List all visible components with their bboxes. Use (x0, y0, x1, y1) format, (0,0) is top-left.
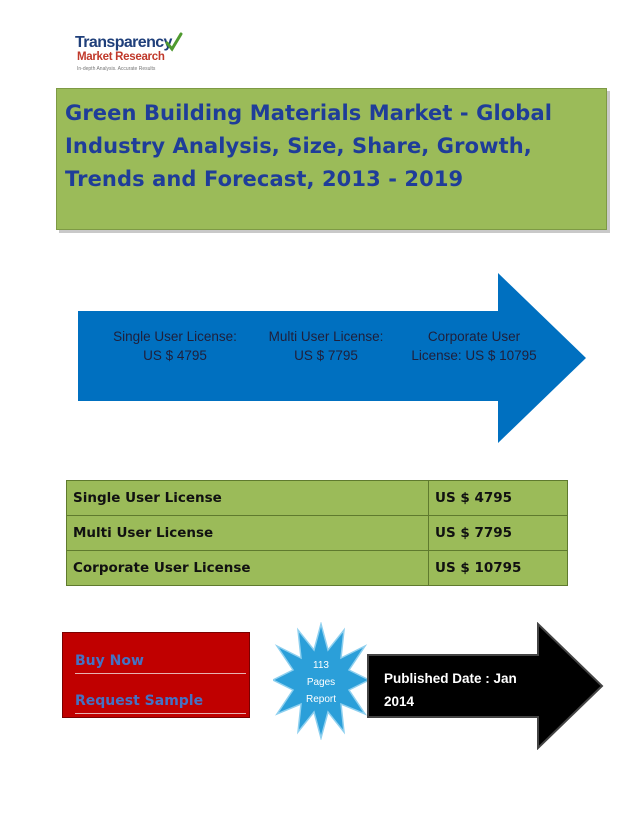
title-banner (56, 88, 607, 230)
arrow-single-user-license: Single User License: US $ 4795 (113, 329, 237, 363)
arrow-multi-user-license: Multi User License: US $ 7795 (268, 329, 384, 363)
pages-count-text (283, 657, 359, 708)
license-price: US $ 10795 (429, 551, 568, 586)
report-label: Report (305, 694, 336, 705)
table-row (67, 481, 568, 516)
report-title: Green Building Materials Market - Global Industry Analysis, Size, Share, Growth, Trends and Forecast, 2013 - 2019 (65, 101, 553, 191)
request-sample-link[interactable]: Request Sample (75, 693, 246, 714)
license-name: Corporate User License (67, 551, 429, 586)
license-name: Single User License (67, 481, 429, 516)
table-row (67, 551, 568, 586)
pages-label: Pages (306, 677, 336, 688)
company-logo (75, 30, 185, 76)
checkmark-icon (165, 32, 183, 52)
license-price: US $ 7795 (429, 516, 568, 551)
logo-brand-text: Transparency (75, 34, 172, 51)
logo-subtitle: Market Research (77, 51, 165, 63)
license-price-table (66, 480, 568, 586)
buy-now-link[interactable]: Buy Now (75, 653, 246, 674)
logo-tagline: In-depth Analysis. Accurate Results (77, 66, 156, 72)
license-price: US $ 4795 (429, 481, 568, 516)
purchase-box (62, 632, 250, 718)
pages-number: 113 (313, 660, 329, 671)
arrow-corporate-user-license: Corporate User License: US $ 10795 (411, 329, 537, 363)
table-row (67, 516, 568, 551)
license-name: Multi User License (67, 516, 429, 551)
published-date: Published Date : Jan 2014 (384, 671, 517, 709)
